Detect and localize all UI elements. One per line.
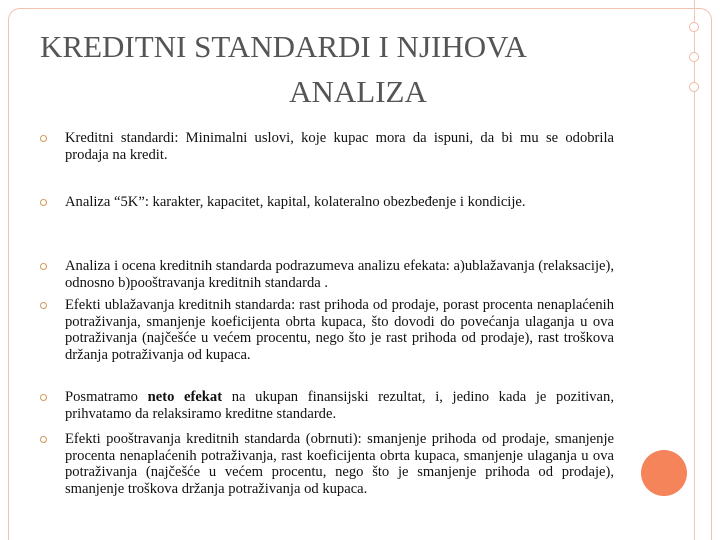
bullet-circle-icon bbox=[40, 135, 47, 142]
decorative-ring-icon bbox=[689, 52, 699, 62]
bullet-circle-icon bbox=[40, 263, 47, 270]
bullet-circle-icon bbox=[40, 302, 47, 309]
bullet-text-before: Posmatramo bbox=[65, 389, 148, 405]
bullet-item bbox=[40, 297, 614, 363]
bullet-item bbox=[40, 389, 614, 422]
bullet-text-after: na ukupan finansijski rezultat, i, jedino kada je pozitivan, prihvatamo da relaksiramo kreditne standarde. bbox=[65, 389, 614, 422]
slide-title bbox=[40, 24, 652, 114]
decorative-vertical-line bbox=[694, 0, 695, 540]
decorative-ring-icon bbox=[689, 22, 699, 32]
bullet-item bbox=[40, 194, 614, 211]
bullet-item bbox=[40, 431, 614, 497]
bullet-text: Efekti ublažavanja kreditnih standarda: rast prihoda od prodaje, porast procenta nenaplaćenih potraživanja, smanjenje koeficijenta obrta kupaca, što dovodi do povećanja ulaganja u ova potraživanja (najčešće u većem procentu, nego što je rast prihoda od prodaje), rast troškova držanja potraživanja od kupaca. bbox=[65, 297, 614, 363]
bullet-item bbox=[40, 130, 614, 163]
bullet-text: Efekti pooštravanja kreditnih standarda (obrnuti): smanjenje prihoda od prodaje, smanjenje procenta nenaplaćenih potraživanja, rast koeficijenta obrta kupaca, smanjenje ulaganja u ova potraživanja (najčešće u većem procentu, nego što je smanjenje prihoda od prodaje), smanjenje troškova držanja potraživanja od kupaca. bbox=[65, 431, 614, 497]
bullet-text: Analiza i ocena kreditnih standarda podrazumeva analizu efekata: a)ublažavanja (relaksacije), odnosno b)pooštravanja kreditnih standarda . bbox=[65, 258, 614, 291]
decorative-orange-circle-icon bbox=[641, 450, 687, 496]
bullet-circle-icon bbox=[40, 436, 47, 443]
bullet-text-bold: neto efekat bbox=[147, 389, 223, 405]
slide-title-line-1: KREDITNI STANDARDI I NJIHOVA bbox=[40, 29, 527, 64]
slide-title-line-2: ANALIZA bbox=[289, 74, 427, 109]
bullet-text bbox=[65, 389, 614, 422]
decorative-ring-icon bbox=[689, 82, 699, 92]
bullet-item bbox=[40, 258, 614, 291]
bullet-circle-icon bbox=[40, 199, 47, 206]
bullet-text: Kreditni standardi: Minimalni uslovi, koje kupac mora da ispuni, da bi mu se odobrila prodaja na kredit. bbox=[65, 130, 614, 163]
bullet-circle-icon bbox=[40, 394, 47, 401]
bullet-text: Analiza “5K”: karakter, kapacitet, kapital, kolateralno obezbeđenje i kondicije. bbox=[65, 194, 526, 210]
